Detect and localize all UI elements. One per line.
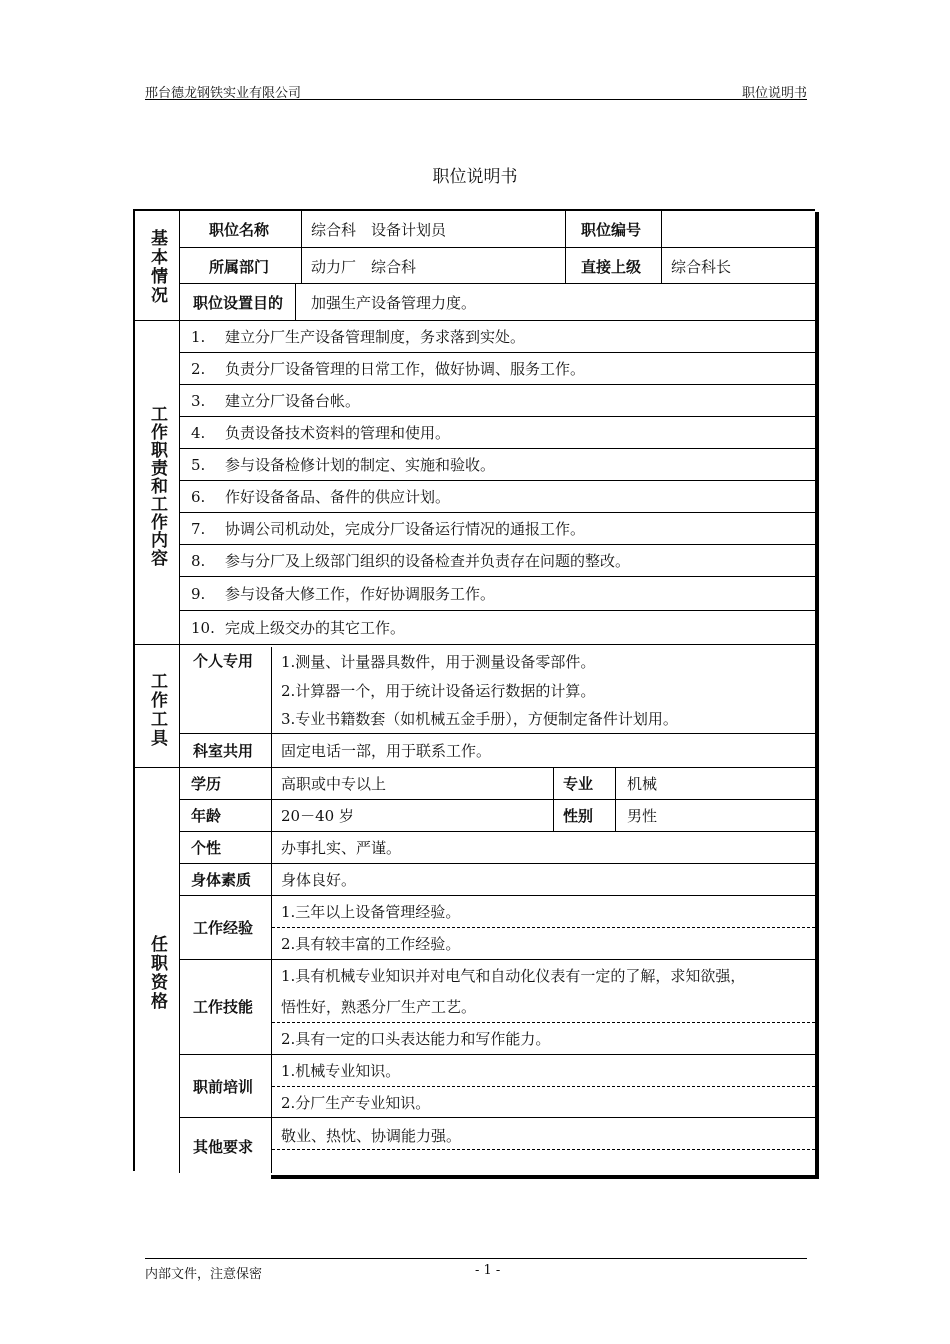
duty-item: 7. 协调公司机动处，完成分厂设备运行情况的通报工作。 bbox=[191, 520, 586, 538]
section-duties: 工作职责和工作内容 bbox=[147, 405, 167, 567]
duty-item: 5. 参与设备检修计划的制定、实施和验收。 bbox=[191, 456, 496, 474]
table-shadow-bottom bbox=[271, 1175, 819, 1179]
training-item: 2.分厂生产专业知识。 bbox=[281, 1094, 431, 1112]
personal-tool-item: 2.计算器一个，用于统计设备运行数据的计算。 bbox=[281, 682, 596, 700]
section-basic: 基本情况 bbox=[147, 229, 167, 305]
value-supervisor: 综合科长 bbox=[671, 258, 732, 276]
experience-item: 2.具有较丰富的工作经验。 bbox=[281, 935, 461, 953]
label-skills: 工作技能 bbox=[193, 998, 254, 1016]
label-supervisor: 直接上级 bbox=[581, 258, 642, 276]
label-personal-tools: 个人专用 bbox=[193, 652, 254, 670]
skill-item: 2.具有一定的口头表达能力和写作能力。 bbox=[281, 1030, 551, 1048]
page-footer bbox=[145, 1258, 807, 1282]
label-health: 身体素质 bbox=[191, 871, 252, 889]
skill-item: 悟性好，熟悉分厂生产工艺。 bbox=[281, 998, 477, 1016]
page-number: - 1 - bbox=[475, 1263, 501, 1278]
value-personality: 办事扎实、严谨。 bbox=[281, 839, 402, 857]
duty-item: 2. 负责分厂设备管理的日常工作，做好协调、服务工作。 bbox=[191, 360, 586, 378]
value-other-requirements: 敬业、热忱、协调能力强。 bbox=[281, 1127, 462, 1145]
skill-item: 1.具有机械专业知识并对电气和自动化仪表有一定的了解，求知欲强， bbox=[281, 967, 746, 985]
value-age: 20－40 岁 bbox=[281, 807, 354, 825]
label-purpose: 职位设置目的 bbox=[193, 294, 284, 312]
duty-item: 8. 参与分厂及上级部门组织的设备检查并负责存在问题的整改。 bbox=[191, 552, 631, 570]
training-item: 1.机械专业知识。 bbox=[281, 1062, 401, 1080]
table-shadow-right bbox=[815, 212, 819, 1178]
duty-item: 4. 负责设备技术资料的管理和使用。 bbox=[191, 424, 451, 442]
label-education: 学历 bbox=[191, 775, 222, 793]
personal-tool-item: 3.专业书籍数套（如机械五金手册），方便制定备件计划用。 bbox=[281, 710, 678, 728]
label-position-name: 职位名称 bbox=[209, 221, 270, 239]
value-shared-tools: 固定电话一部，用于联系工作。 bbox=[281, 742, 492, 760]
page-header bbox=[145, 82, 807, 100]
duty-item: 1. 建立分厂生产设备管理制度，务求落到实处。 bbox=[191, 328, 526, 346]
header-doc-type: 职位说明书 bbox=[741, 86, 807, 101]
label-position-code: 职位编号 bbox=[581, 221, 642, 239]
value-major: 机械 bbox=[627, 775, 658, 793]
duty-item: 10. 完成上级交办的其它工作。 bbox=[191, 619, 406, 637]
section-tools: 工作工具 bbox=[147, 672, 167, 748]
label-experience: 工作经验 bbox=[193, 919, 254, 937]
label-other-requirements: 其他要求 bbox=[193, 1138, 254, 1156]
duty-item: 6. 作好设备备品、备件的供应计划。 bbox=[191, 488, 451, 506]
label-department: 所属部门 bbox=[209, 258, 270, 276]
label-personality: 个性 bbox=[191, 839, 222, 857]
label-pre-job-training: 职前培训 bbox=[193, 1078, 254, 1096]
value-position-name: 综合科 设备计划员 bbox=[311, 221, 447, 239]
label-major: 专业 bbox=[563, 775, 594, 793]
label-gender: 性别 bbox=[563, 807, 594, 825]
section-qualifications: 任职资格 bbox=[147, 935, 167, 1011]
label-shared-tools: 科室共用 bbox=[193, 742, 254, 760]
duty-item: 3. 建立分厂设备台帐。 bbox=[191, 392, 361, 410]
document-title: 职位说明书 bbox=[432, 167, 518, 187]
duty-item: 9. 参与设备大修工作，作好协调服务工作。 bbox=[191, 585, 496, 603]
personal-tool-item: 1.测量、计量器具数件，用于测量设备零部件。 bbox=[281, 653, 596, 671]
experience-item: 1.三年以上设备管理经验。 bbox=[281, 903, 461, 921]
value-education: 高职或中专以上 bbox=[281, 775, 387, 793]
label-age: 年龄 bbox=[191, 807, 222, 825]
value-health: 身体良好。 bbox=[281, 871, 357, 889]
confidential-note: 内部文件，注意保密 bbox=[145, 1267, 263, 1282]
value-department: 动力厂 综合科 bbox=[311, 258, 417, 276]
value-purpose: 加强生产设备管理力度。 bbox=[311, 294, 477, 312]
company-name: 邢台德龙钢铁实业有限公司 bbox=[145, 86, 302, 101]
value-gender: 男性 bbox=[627, 807, 658, 825]
job-description-table bbox=[133, 209, 815, 1171]
